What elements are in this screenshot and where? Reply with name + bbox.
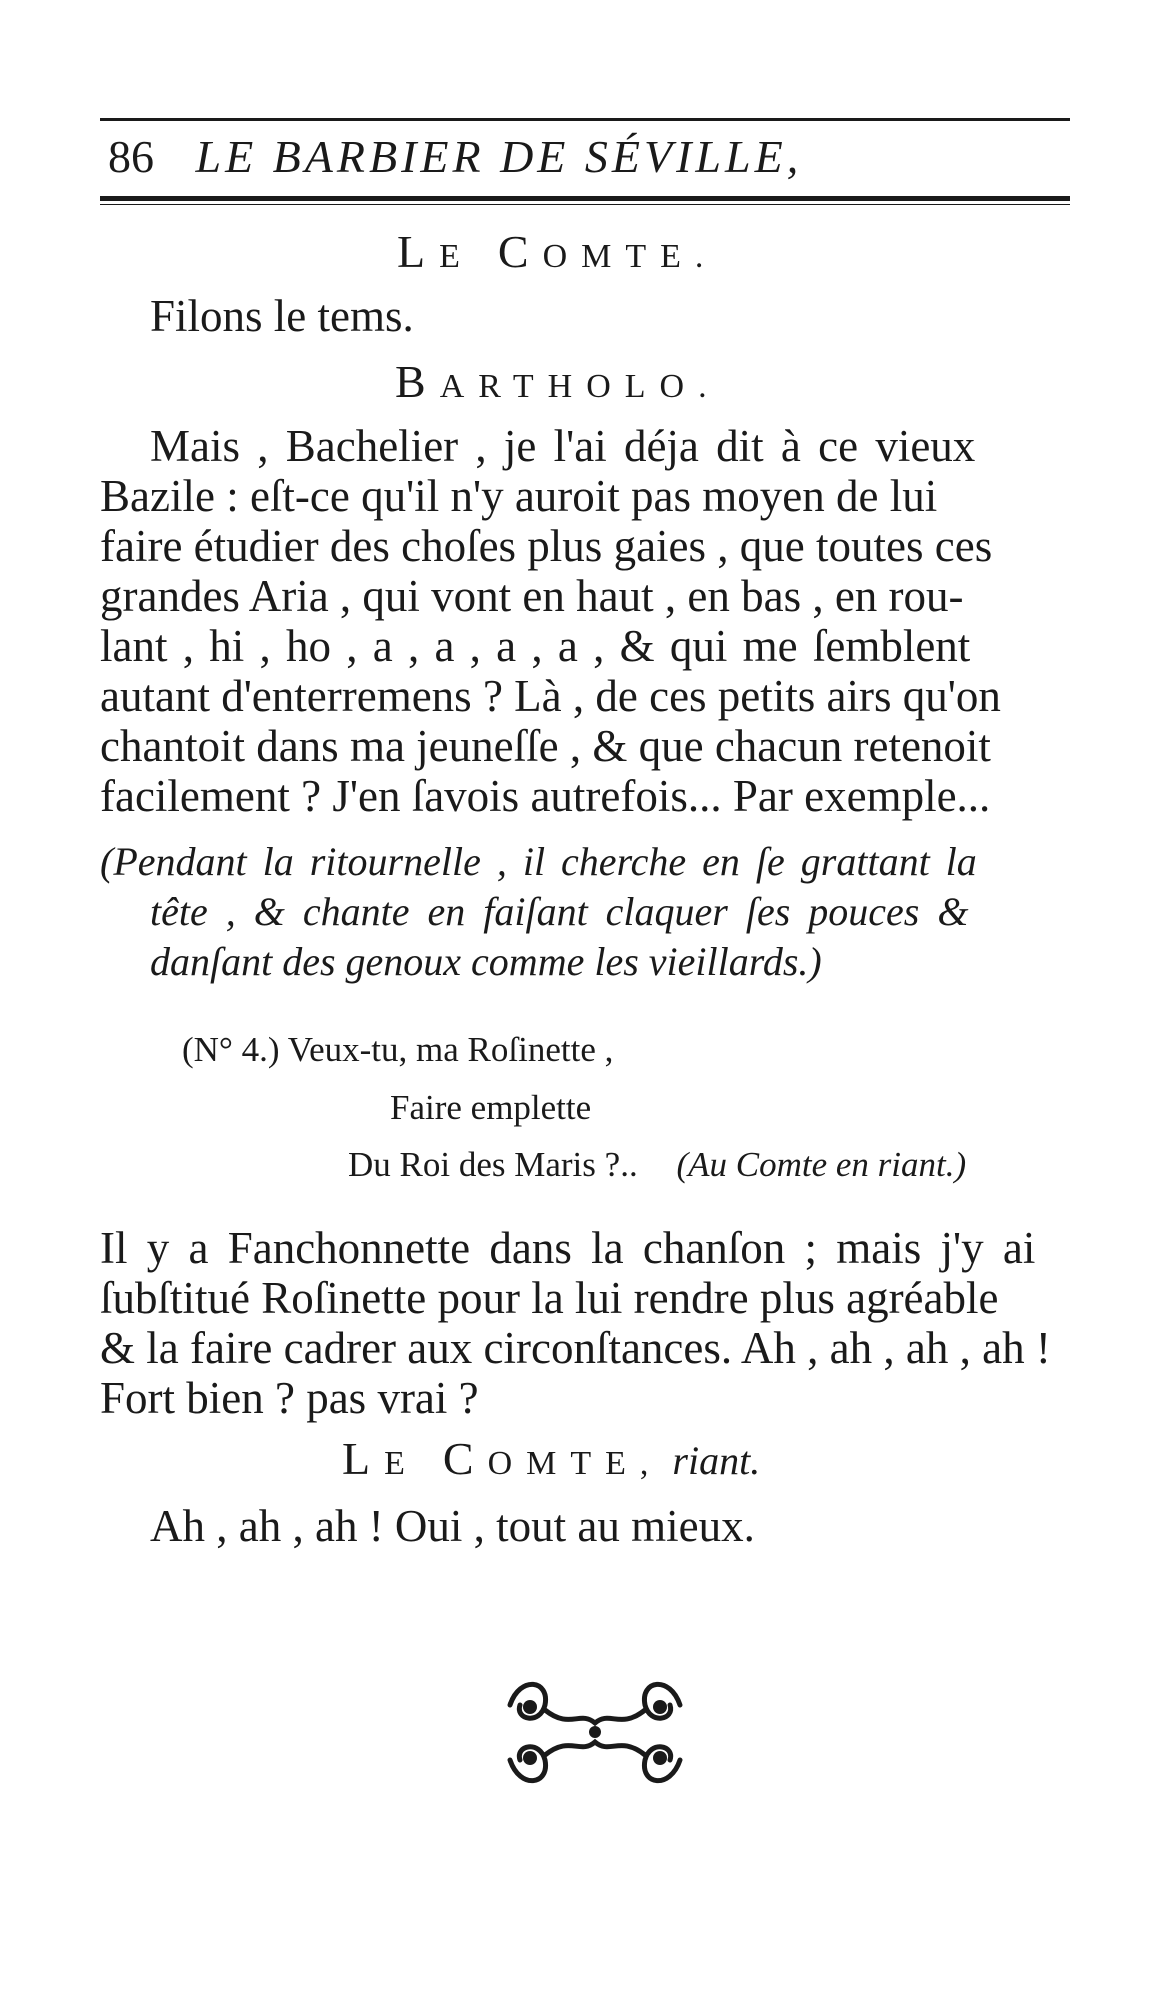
dialogue-line: lant , hi , ho , a , a , a , a , & qui me ſemblent <box>100 621 971 671</box>
header-rule-bottom <box>100 196 1070 201</box>
dialogue-line: autant d'enterremens ? Là , de ces petits airs qu'on <box>100 671 1001 721</box>
stage-direction-line: danſant des genoux comme les vieillards.) <box>150 939 822 984</box>
dialogue-line: Mais , Bachelier , je l'ai déja dit à ce vieux <box>150 421 976 471</box>
speaker-small-caps: OMTE, <box>487 1445 663 1482</box>
speaker-small-caps: OMTE. <box>542 238 718 275</box>
speaker-small-caps: ARTHOLO. <box>439 368 721 405</box>
dialogue-line: & la faire cadrer aux circonſtances. Ah , ah , ah , ah ! <box>100 1323 1051 1373</box>
dialogue-line: Fort bien ? pas vrai ? <box>100 1373 479 1423</box>
song-line: Faire emplette <box>390 1088 592 1127</box>
speaker-initial: L <box>397 226 440 277</box>
dialogue-line: Bazile : eſt-ce qu'il n'y auroit pas moyen de lui <box>100 471 938 521</box>
speaker-note: riant. <box>672 1438 761 1483</box>
dialogue-line: Il y a Fanchonnette dans la chanſon ; mais j'y ai <box>100 1223 1036 1273</box>
speaker-heading <box>397 225 717 278</box>
dialogue-line: ſubſtitué Roſinette pour la lui rendre plus agréable <box>100 1273 999 1323</box>
speaker-small-caps: E <box>384 1445 419 1482</box>
page-number: 86 <box>108 131 154 182</box>
speaker-initial: B <box>395 356 440 407</box>
speaker-small-caps: E <box>439 238 474 275</box>
header-rule-bottom-thin <box>100 204 1070 205</box>
dialogue-line: facilement ? J'en ſavois autrefois... Par exemple... <box>100 771 991 821</box>
speaker-heading <box>342 1432 760 1485</box>
song-text: Veux-tu, ma Roſinette , <box>287 1030 614 1069</box>
song-line <box>348 1145 966 1185</box>
dialogue-line: faire étudier des choſes plus gaies , que toutes ces <box>100 521 993 571</box>
song-aside: (Au Comte en riant.) <box>676 1145 967 1184</box>
running-header <box>108 130 802 183</box>
stage-direction-line: tête , & chante en faiſant claquer ſes pouces & <box>150 889 969 934</box>
song-text: Du Roi des Maris ?.. <box>348 1145 638 1184</box>
fleuron-ornament-icon <box>490 1665 700 1795</box>
speaker-initial: C <box>497 226 543 277</box>
dialogue-line: grandes Aria , qui vont en haut , en bas , en rou- <box>100 571 964 621</box>
header-rule-top <box>100 118 1070 121</box>
speaker-initial: L <box>342 1433 385 1484</box>
speaker-initial: C <box>442 1433 488 1484</box>
dialogue-line: Ah , ah , ah ! Oui , tout au mieux. <box>150 1501 755 1551</box>
song-number: (N° 4.) <box>182 1030 280 1069</box>
stage-direction-line: (Pendant la ritournelle , il cherche en ſe grattant la <box>100 839 977 884</box>
speaker-heading <box>395 355 721 408</box>
dialogue-line: chantoit dans ma jeuneſſe , & que chacun retenoit <box>100 721 991 771</box>
running-title: LE BARBIER DE SÉVILLE, <box>195 131 803 182</box>
dialogue-line: Filons le tems. <box>150 291 414 341</box>
song-line <box>182 1030 613 1070</box>
